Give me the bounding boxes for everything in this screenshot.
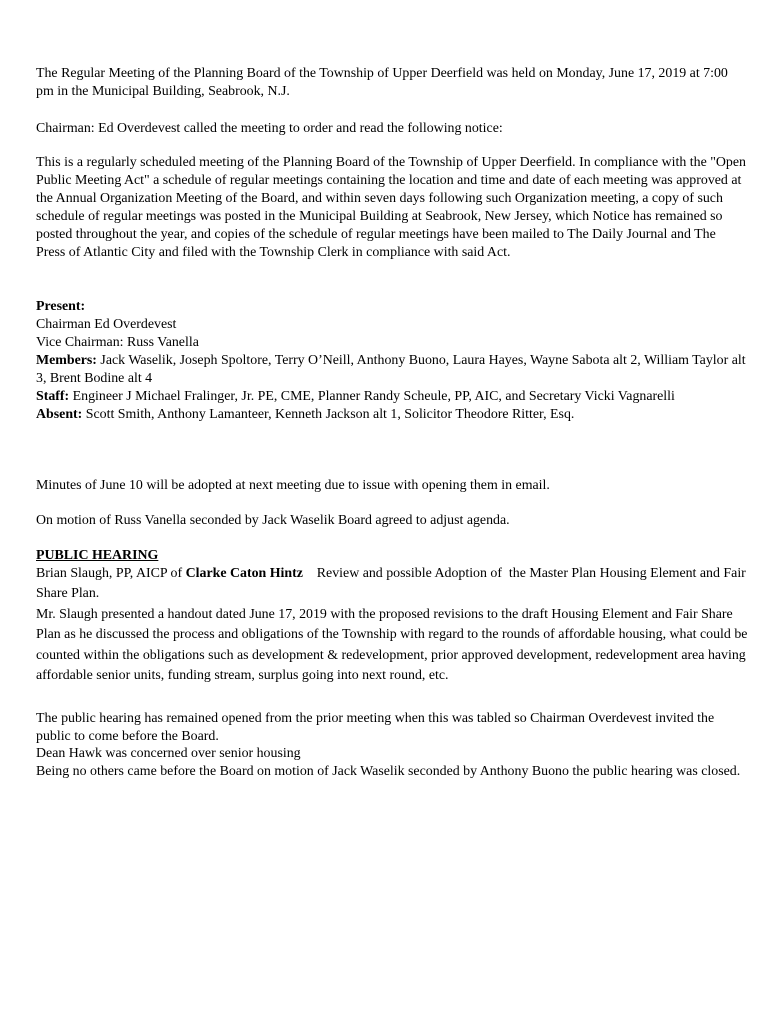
public-hearing-heading bbox=[36, 547, 748, 565]
absent-list: Scott Smith, Anthony Lamanteer, Kenneth Jackson alt 1, Solicitor Theodore Ritter, Esq. bbox=[82, 407, 575, 422]
firm-name: Clarke Caton Hintz bbox=[185, 566, 303, 581]
chairman-call-to-order: Chairman: Ed Overdevest called the meeting to order and read the following notice: bbox=[36, 121, 503, 136]
meeting-intro: The Regular Meeting of the Planning Board of the Township of Upper Deerfield was held on Monday, June 17, 2019 at 7:00 pm in the Municipal Building, Seabrook, N.J. bbox=[36, 66, 728, 99]
absent-label: Absent: bbox=[36, 407, 83, 422]
minutes-note: Minutes of June 10 will be adopted at next meeting due to issue with opening them in email. bbox=[36, 478, 550, 493]
staff-line bbox=[36, 388, 748, 406]
absent-line bbox=[36, 406, 748, 424]
hearing-discussion: Mr. Slaugh presented a handout dated June 17, 2019 with the proposed revisions to the draft Housing Element and Fair Share Plan as he discussed the process and obligations of the Township with regard to the rounds of affordable housing, what could be counted within the obligations such as development & redevelopment, prior approved development, redevelopment area having affordable senior units, funding stream, surplus going into next round, etc. bbox=[36, 607, 748, 684]
hearing-item-text: Review and possible Adoption of the Master Plan Housing Element and Fair Share Plan. bbox=[36, 566, 750, 602]
attendance-section bbox=[36, 298, 748, 424]
members-label: Members: bbox=[36, 353, 97, 368]
vice-chairman-line: Vice Chairman: Russ Vanella bbox=[36, 335, 199, 350]
hearing-item bbox=[36, 564, 748, 605]
hearing-closed: Being no others came before the Board on motion of Jack Waselik seconded by Anthony Buono the public hearing was closed. bbox=[36, 764, 741, 779]
staff-label: Staff: bbox=[36, 389, 70, 404]
hearing-remained-open: The public hearing has remained opened from the prior meeting when this was tabled so Chairman Overdevest invited the public to come before the Board. bbox=[36, 711, 715, 744]
present-label: Present: bbox=[36, 299, 86, 314]
open-meeting-notice: This is a regularly scheduled meeting of the Planning Board of the Township of Upper Deerfield. In compliance with the "Open Public Meeting Act" a schedule of regular meetings containing the location and time and date of each meeting was approved at the Annual Organization Meeting of the Board, and within seven days following such Organization meeting, a copy of such schedule of regular meetings was posted in the Municipal Building at Seabrook, New Jersey, which Notice has remained so posted throughout the year, and copies of the schedule of regular meetings have been mailed to The Daily Journal and The Press of Atlantic City and filed with the Township Clerk in compliance with said Act. bbox=[36, 155, 746, 260]
chairman-line: Chairman Ed Overdevest bbox=[36, 317, 177, 332]
staff-list: Engineer J Michael Fralinger, Jr. PE, CME, Planner Randy Scheule, PP, AIC, and Secretary Vicki Vagnarelli bbox=[69, 389, 675, 404]
members-line bbox=[36, 352, 748, 388]
members-list: Jack Waselik, Joseph Spoltore, Terry O’Neill, Anthony Buono, Laura Hayes, Wayne Sabota alt 2, William Taylor alt 3, Brent Bodine alt 4 bbox=[36, 353, 746, 386]
agenda-motion: On motion of Russ Vanella seconded by Jack Waselik Board agreed to adjust agenda. bbox=[36, 513, 510, 528]
presenter-name: Brian Slaugh, PP, AICP of bbox=[36, 566, 186, 581]
public-comment: Dean Hawk was concerned over senior housing bbox=[36, 746, 301, 761]
public-hearing-title: PUBLIC HEARING bbox=[36, 548, 159, 563]
